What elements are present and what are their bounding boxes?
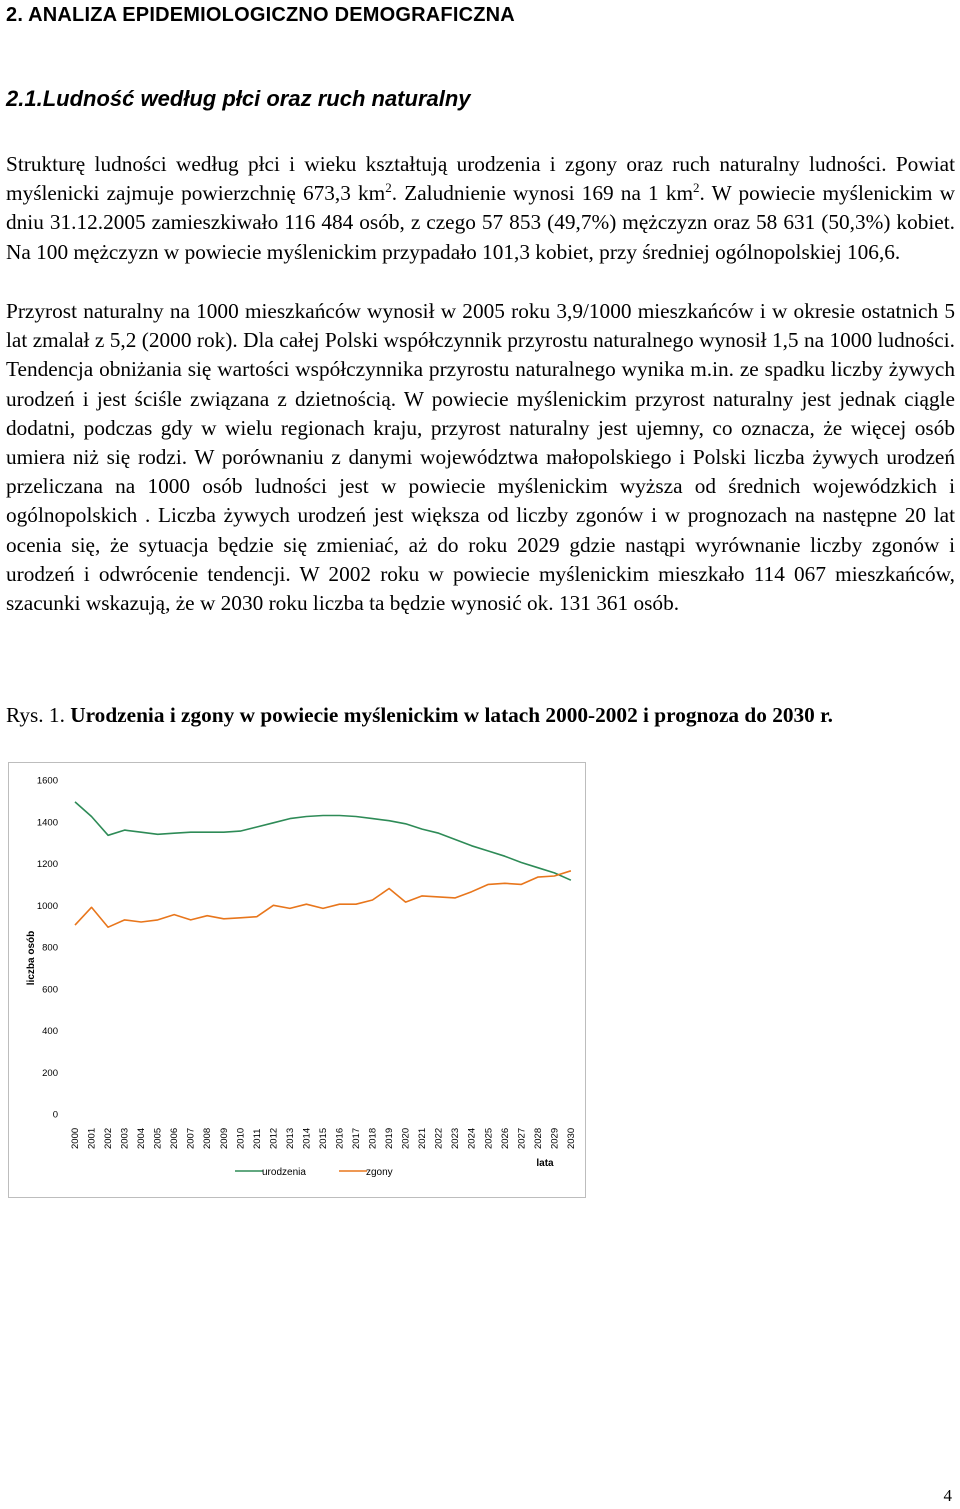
x-tick-label: 2027	[516, 1127, 528, 1149]
y-tick-label: 800	[42, 942, 58, 954]
x-tick-label: 2007	[185, 1127, 197, 1149]
y-axis-label: liczba osób	[26, 930, 37, 986]
x-tick-label: 2014	[301, 1127, 313, 1149]
x-tick-label: 2018	[367, 1127, 379, 1149]
y-tick-label: 200	[42, 1067, 58, 1079]
x-tick-label: 2013	[284, 1127, 296, 1149]
section-heading: 2. ANALIZA EPIDEMIOLOGICZNO DEMOGRAFICZNA	[6, 4, 515, 26]
x-tick-label: 2012	[268, 1127, 280, 1149]
x-tick-label: 2029	[549, 1127, 561, 1149]
page-number: 4	[943, 1486, 952, 1505]
x-tick-label: 2001	[86, 1127, 98, 1149]
x-tick-label: 2030	[565, 1127, 577, 1149]
x-tick-label: 2000	[70, 1127, 81, 1149]
superscript-1: 2	[385, 180, 392, 196]
figure-caption	[6, 701, 955, 730]
series-line-zgony	[75, 871, 571, 927]
births-deaths-line-chart	[9, 763, 587, 1199]
y-tick-label: 400	[42, 1026, 58, 1037]
y-tick-label: 600	[42, 984, 58, 996]
series-line-urodzenia	[75, 802, 571, 880]
x-tick-label: 2011	[251, 1128, 263, 1149]
y-tick-label: 1200	[36, 859, 58, 870]
paragraph-natural-growth: Przyrost naturalny na 1000 mieszkańców wynosił w 2005 roku 3,9/1000 mieszkańców i w okresie ostatnich 5 lat zmalał z 5,2 (2000 rok). Dla całej Polski współczynnik przyrostu naturalnego wynosił 1,5 na 1000 ludności. Tendencja obniżania się wartości współczynnika przyrostu naturalnego wynika m.in. ze spadku liczby żywych urodzeń i jest ściśle związana z dzietnością. W powiecie myślenickim przyrost naturalny jest jednak ciągle dodatni, podczas gdy w wielu regionach kraju, przyrost naturalny jest ujemny, co oznacza, że więcej osób umiera niż się rodzi. W porównaniu z danymi województwa małopolskiego i Polski liczba żywych urodzeń przeliczana na 1000 osób ludności jest w powiecie myślenickim wyższa od średnich wojewódzkich i ogólnopolskich . Liczba żywych urodzeń jest większa od liczby zgonów i w prognozach na następne 20 lat ocenia się, że sytuacja będzie się zmieniać, aż do roku 2029 gdzie nastąpi wyrównanie liczby zgonów i urodzeń i odwrócenie tendencji. W 2002 roku w powiecie myślenickim mieszkało 114 067 mieszkańców, szacunki wskazują, że w 2030 roku liczba ta będzie wynosić ok. 131 361 osób.	[6, 299, 955, 616]
x-tick-label: 2015	[317, 1127, 329, 1149]
superscript-2: 2	[693, 180, 700, 196]
x-tick-label: 2017	[351, 1127, 363, 1149]
subsection-heading: 2.1.Ludność według płci oraz ruch naturalny	[6, 86, 471, 111]
x-tick-label: 2004	[136, 1127, 148, 1149]
para1-text-b: . Zaludnienie wynosi 169 na 1 km	[391, 181, 694, 206]
x-tick-label: 2009	[218, 1127, 230, 1149]
paragraph-population-structure	[6, 150, 955, 267]
x-tick-label: 2006	[169, 1127, 181, 1149]
x-tick-label: 2021	[417, 1127, 429, 1149]
x-tick-label: 2016	[334, 1127, 346, 1149]
x-axis-label: lata	[536, 1158, 554, 1169]
legend-label-zgony: zgony	[366, 1167, 393, 1178]
caption-prefix: Rys. 1.	[6, 703, 71, 727]
y-tick-label: 1400	[36, 817, 58, 829]
x-tick-label: 2028	[532, 1127, 544, 1149]
para1-text-a: Strukturę ludności według płci i wieku kształtują urodzenia i zgony oraz ruch naturalny ludności. Powiat myślenicki zajmuje powierzchnię 673,3 km	[6, 152, 955, 206]
x-tick-label: 2025	[483, 1127, 495, 1149]
para1-text-c: . W powiecie myślenickim w dniu 31.12.2005 zamieszkiwało 116 484 osób, z czego 57 853 (49,7%) mężczyzn oraz 58 631 (50,3%) kobiet. Na 100 mężczyzn w powiecie myślenickim przypadało 101,3 kobiet, przy średniej ogólnopolskiej 106,6.	[6, 181, 955, 264]
x-tick-label: 2026	[499, 1127, 511, 1149]
y-tick-label: 1000	[36, 900, 58, 912]
x-tick-label: 2019	[384, 1127, 396, 1149]
chart-container	[8, 762, 586, 1198]
x-tick-label: 2008	[202, 1127, 214, 1149]
legend-label-urodzenia: urodzenia	[262, 1167, 306, 1178]
y-tick-label: 1600	[36, 775, 58, 787]
x-tick-label: 2023	[450, 1127, 462, 1149]
y-tick-label: 0	[52, 1109, 58, 1121]
x-tick-label: 2005	[152, 1127, 164, 1149]
caption-title: Urodzenia i zgony w powiecie myślenickim w latach 2000-2002 i prognoza do 2030 r.	[70, 703, 833, 727]
x-tick-label: 2002	[103, 1127, 115, 1149]
x-tick-label: 2022	[433, 1127, 445, 1149]
x-tick-label: 2024	[466, 1127, 478, 1149]
x-tick-label: 2010	[235, 1127, 247, 1149]
x-tick-label: 2003	[119, 1127, 131, 1149]
x-tick-label: 2020	[400, 1127, 412, 1149]
